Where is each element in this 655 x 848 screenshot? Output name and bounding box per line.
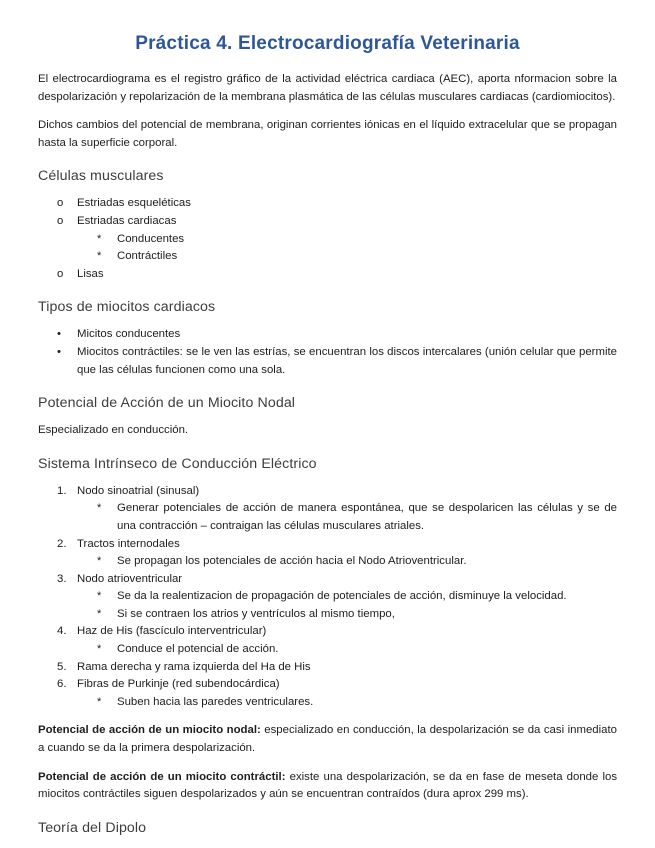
star-marker: * (97, 607, 102, 620)
list-item (38, 195, 617, 213)
heading-teoria-dipolo: Teoría del Dipolo (38, 819, 147, 836)
star-marker: * (97, 643, 102, 656)
bullet-marker: o (57, 214, 64, 227)
star-marker: * (97, 590, 102, 603)
list-item-text: Se propagan los potenciales de acción hacia el Nodo Atrioventricular. (117, 555, 467, 568)
list-subitem (38, 694, 617, 712)
bold-paragraph-nodal (38, 722, 617, 757)
tipos-list (38, 326, 617, 379)
list-item (38, 266, 617, 284)
list-subitem (38, 500, 617, 535)
list-item-text: Miocitos contráctiles: se le ven las estrías, se encuentran los discos intercalares (unión celular que permite que las células funcionen como una sola. (77, 345, 617, 376)
list-item-text: Se da la realentizacion de propagación de potenciales de acción, disminuye la velocidad. (117, 590, 567, 603)
list-subitem (38, 231, 617, 249)
list-item (38, 213, 617, 231)
numbered-item (38, 659, 617, 677)
intro-paragraph-2: Dichos cambios del potencial de membrana, originan corrientes iónicas en el líquido extracelular que se propagan hasta la superficie corporal. (38, 119, 617, 149)
star-marker: * (97, 232, 102, 245)
bold-paragraph-contractil (38, 769, 617, 804)
list-item-text: Haz de His (fascículo interventricular) (77, 625, 267, 638)
star-marker: * (97, 250, 102, 263)
list-item-text: Si se contraen los atrios y ventrículos al mismo tiempo, (117, 607, 395, 620)
list-item-text: Fibras de Purkinje (red subendocárdica) (77, 678, 280, 691)
bold-lead: Potencial de acción de un miocito contráctil: (38, 770, 286, 783)
sistema-conduccion-list (38, 483, 617, 712)
heading-celulas-musculares: Células musculares (38, 168, 164, 185)
list-item-text: Suben hacia las paredes ventriculares. (117, 695, 314, 708)
list-item-text: Tractos internodales (77, 537, 180, 550)
celulas-list (38, 195, 617, 283)
bullet-marker: o (57, 197, 64, 210)
list-subitem (38, 641, 617, 659)
nodal-note: Especializado en conducción. (38, 424, 189, 437)
list-item-text: Nodo atrioventricular (77, 572, 183, 585)
list-item-text: Conducentes (117, 232, 185, 245)
page-title: Práctica 4. Electrocardiografía Veterinaria (135, 33, 520, 54)
number-marker: 6. (57, 678, 67, 691)
bold-paragraph-rest: existe una despolarización, se da en fase de meseta donde los miocitos contráctiles siguen despolarizados y aún se encuentran contraídos (dura aprox 299 ms). (38, 770, 618, 801)
list-item-text: Rama derecha y rama izquierda del Ha de His (77, 660, 311, 673)
list-item (38, 344, 617, 379)
bullet-marker: • (57, 328, 61, 341)
intro-paragraph-1: El electrocardiograma es el registro gráfico de la actividad eléctrica cardiaca (AEC), aporta nformacion sobre la despolarización y repolarización de la membrana plasmática de las células musculares cardiacas (cardiomiocitos). (38, 73, 617, 103)
star-marker: * (97, 695, 102, 708)
bold-lead: Potencial de acción de un miocito nodal: (38, 724, 261, 737)
heading-tipos-miocitos: Tipos de miocitos cardiacos (38, 299, 216, 316)
numbered-item (38, 483, 617, 501)
numbered-item (38, 676, 617, 694)
numbered-item (38, 536, 617, 554)
list-item-text: Estriadas esqueléticas (77, 197, 191, 210)
list-item-text: Conduce el potencial de acción. (117, 643, 279, 656)
list-item-text: Nodo sinoatrial (sinusal) (77, 484, 200, 497)
heading-sistema-conduccion: Sistema Intrínseco de Conducción Eléctrico (38, 455, 317, 472)
bullet-marker: o (57, 267, 64, 280)
list-item-text: Generar potenciales de acción de manera espontánea, que se despolaricen las células y se de una contracción – contraigan las células musculares atriales. (117, 502, 617, 532)
list-item-text: Estriadas cardiacas (77, 214, 177, 227)
bullet-marker: • (57, 345, 61, 358)
list-item (38, 326, 617, 344)
star-marker: * (97, 502, 102, 515)
number-marker: 3. (57, 572, 67, 585)
number-marker: 1. (57, 484, 67, 497)
number-marker: 4. (57, 625, 67, 638)
bold-paragraph-rest: especializado en conducción, la despolarización se da casi inmediato a cuando se da la primera despolarización. (38, 724, 617, 755)
list-subitem (38, 588, 617, 606)
list-item-text: Micitos conducentes (77, 328, 181, 341)
list-subitem (38, 248, 617, 266)
list-item-text: Contráctiles (117, 250, 178, 263)
list-subitem (38, 553, 617, 571)
number-marker: 5. (57, 660, 67, 673)
star-marker: * (97, 555, 102, 568)
list-item-text: Lisas (77, 267, 104, 280)
number-marker: 2. (57, 537, 67, 550)
numbered-item (38, 623, 617, 641)
heading-potencial-nodal: Potencial de Acción de un Miocito Nodal (38, 395, 296, 412)
list-subitem (38, 606, 617, 624)
numbered-item (38, 571, 617, 589)
